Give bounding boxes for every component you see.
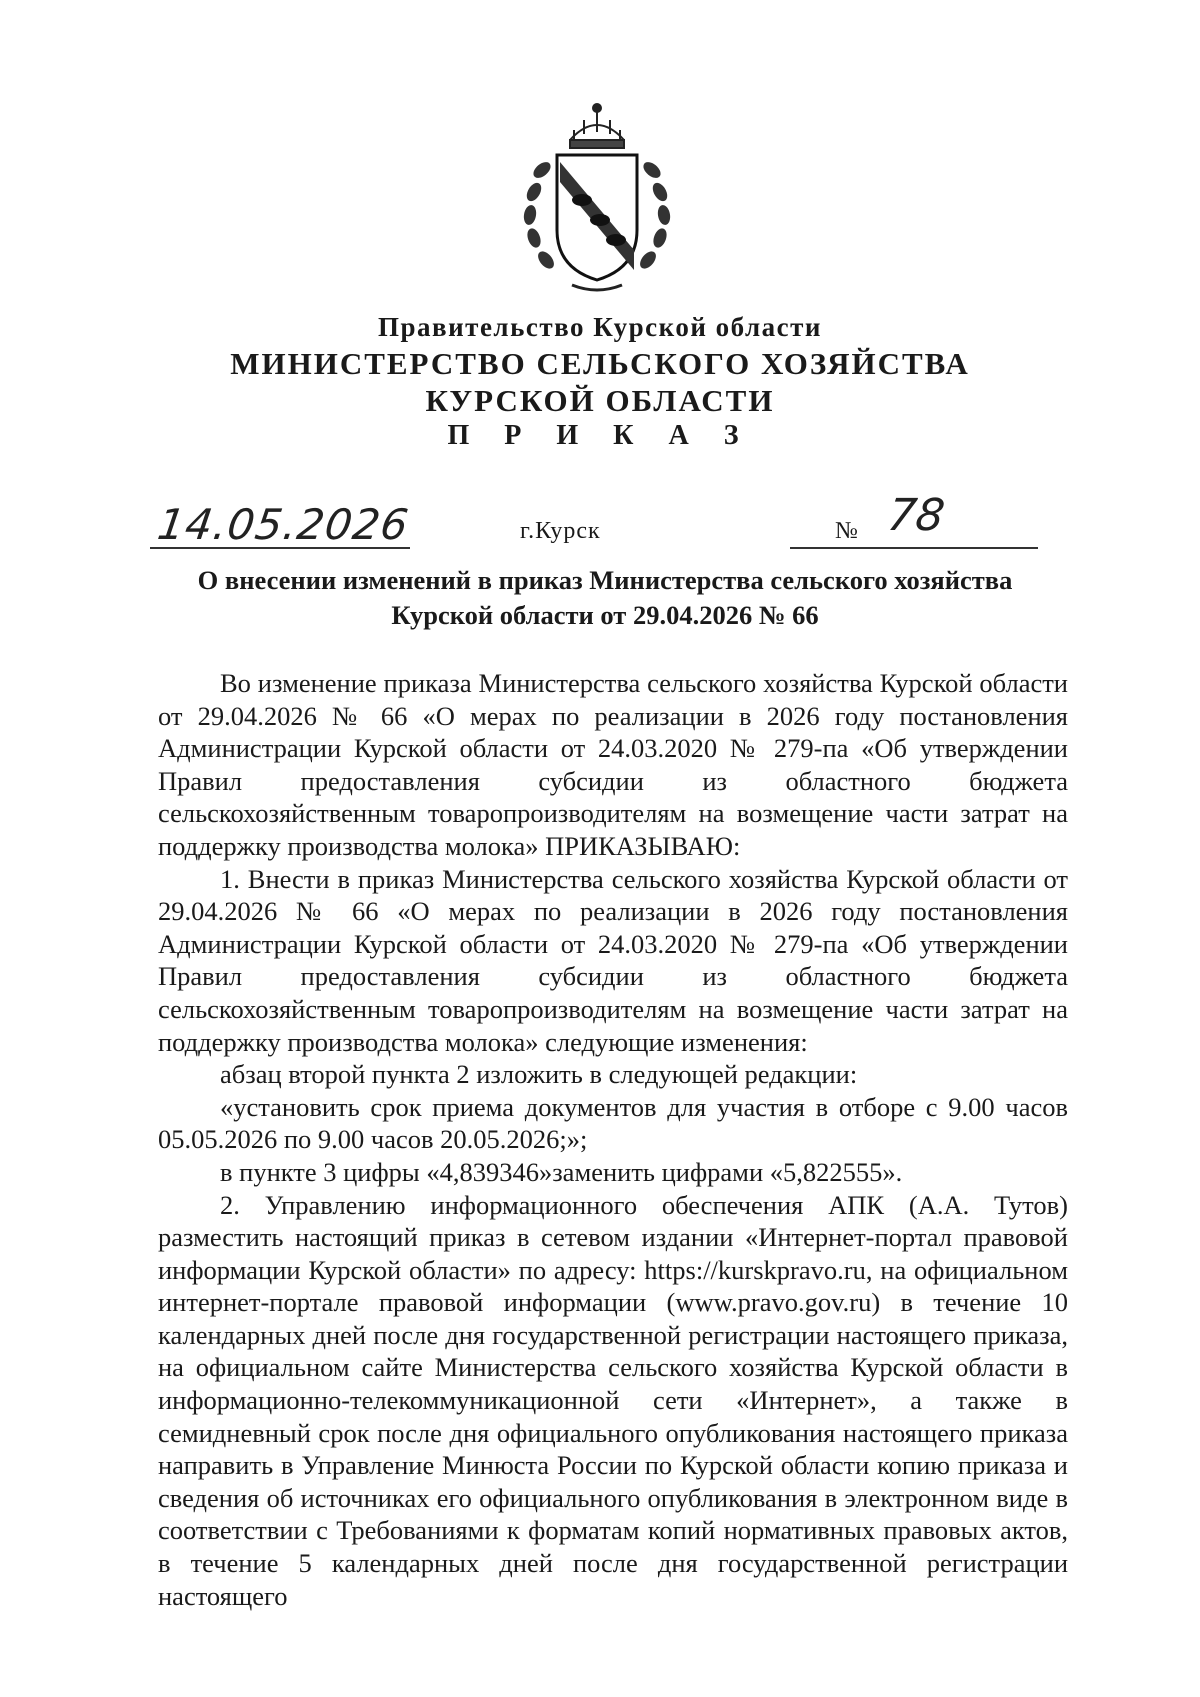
ministry-name-line1: МИНИСТЕРСТВО СЕЛЬСКОГО ХОЗЯЙСТВА	[230, 346, 970, 381]
preamble-paragraph: Во изменение приказа Министерства сельского хозяйства Курской области от 29.04.2026 № 66 «О мерах по реализации в 2026 году постановления Администрации Курской области от 24.03.2020 № 279-па «Об утверждении Правил предоставления субсидии из областного бюджета сельскохозяйственным товаропроизводителям на возмещение части затрат на поддержку производства молока» ПРИКАЗЫВАЮ:	[158, 668, 1068, 861]
clause-1-subparagraph-b: в пункте 3 цифры «4,839346»заменить цифрами «5,822555».	[220, 1156, 903, 1187]
order-title-line2: Курской области от 29.04.2026 № 66	[391, 600, 819, 630]
city-label: г.Курск	[520, 518, 601, 544]
handwritten-order-number: 78	[884, 490, 948, 541]
kursk-coat-of-arms-emblem	[512, 100, 682, 300]
order-body	[158, 667, 1068, 1612]
government-name: Правительство Курской области	[378, 312, 822, 342]
number-underline	[790, 547, 1038, 549]
number-sign: №	[835, 518, 858, 544]
order-title-line1: О внесении изменений в приказ Министерства сельского хозяйства	[197, 565, 1013, 595]
clause-1-subparagraph-a: абзац второй пункта 2 изложить в следующей редакции:	[220, 1059, 858, 1090]
handwritten-date: 14.05.2026	[154, 500, 412, 549]
clause-1-paragraph: 1. Внести в приказ Министерства сельского хозяйства Курской области от 29.04.2026 № 66 «О мерах по реализации в 2026 году постановления Администрации Курской области от 24.03.2020 № 279-па «Об утверждении Правил предоставления субсидии из областного бюджета сельскохозяйственным товаропроизводителям на возмещение части затрат на поддержку производства молока» следующие изменения:	[158, 863, 1068, 1057]
ministry-name-line2: КУРСКОЙ ОБЛАСТИ	[425, 383, 775, 418]
date-underline	[150, 547, 410, 549]
document-type: П Р И К А З	[447, 420, 753, 451]
clause-2-paragraph: 2. Управлению информационного обеспечения АПК (А.А. Тутов) разместить настоящий приказ в сетевом издании «Интернет-портал правовой информации Курской области» по адресу: https://kurskpravo.ru, на официальном интернет-портале правовой информации (www.pravo.gov.ru) в течение 10 календарных дней после дня государственной регистрации настоящего приказа, на официальном сайте Министерства сельского хозяйства Курской области в информационно-телекоммуникационной сети «Интернет», а также в семидневный срок после дня официального опубликования настоящего приказа направить в Управление Минюста России по Курской области копию приказа и сведения об источниках его официального опубликования в электронном виде в соответствии с Требованиями к форматам копий нормативных правовых актов, в течение 5 календарных дней после дня государственной регистрации настоящего	[158, 1189, 1068, 1611]
clause-1-quoted-text: «установить срок приема документов для участия в отборе с 9.00 часов 05.05.2026 по 9.00 часов 20.05.2026;»;	[158, 1091, 1068, 1155]
